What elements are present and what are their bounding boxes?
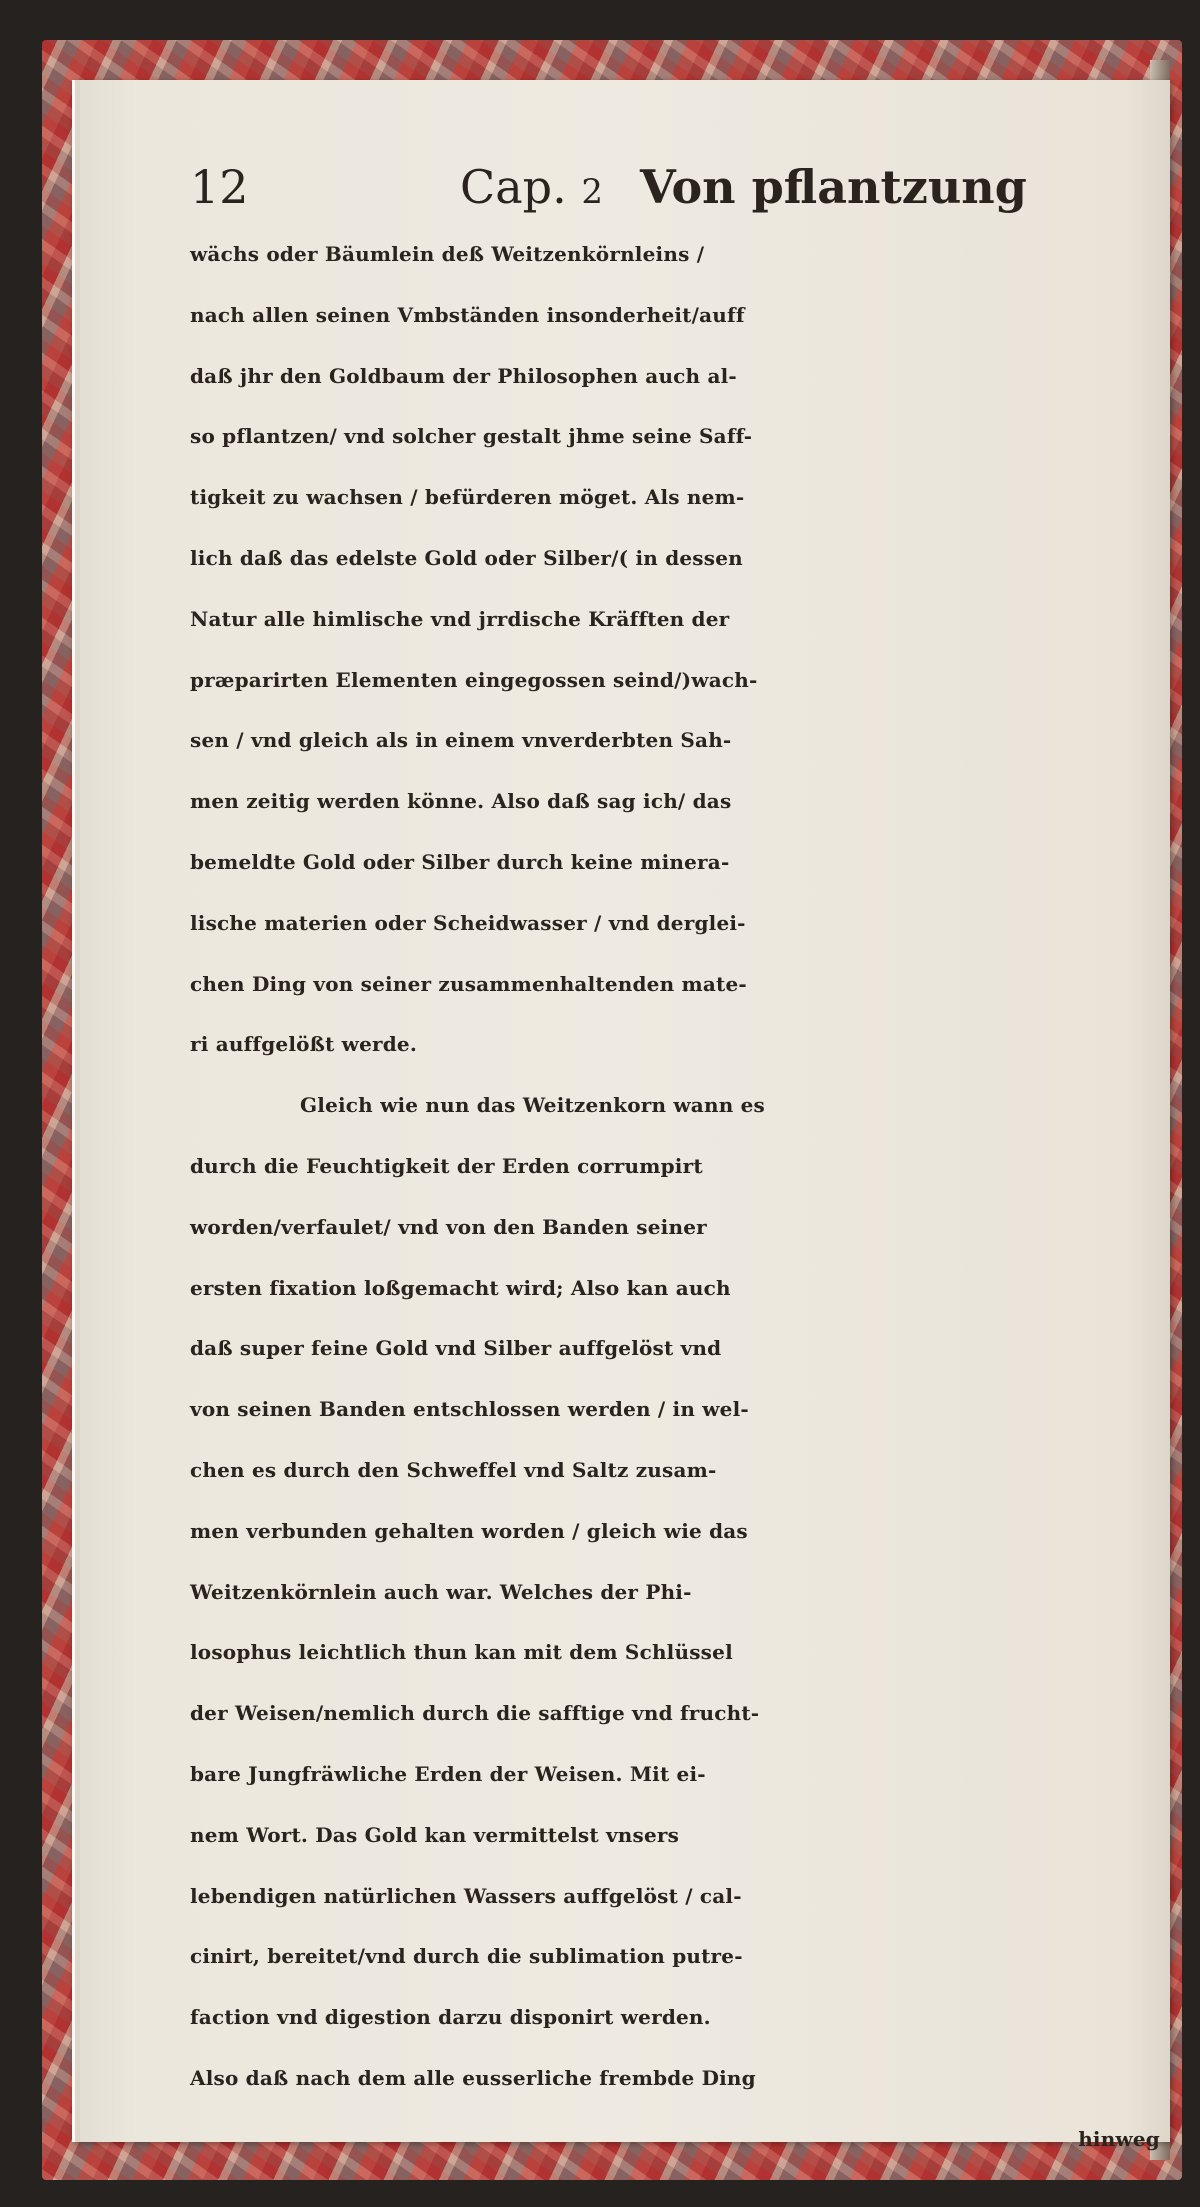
running-title: Von pflantzung (640, 160, 1027, 214)
text-line: bemeldte Gold oder Silber durch keine minera- (190, 849, 730, 874)
text-line: bare Jungfräwliche Erden der Weisen. Mit ei- (190, 1761, 706, 1786)
page-number: 12 (190, 160, 249, 214)
text-line: præparirten Elementen eingegossen seind/)wach- (190, 667, 758, 692)
text-line: wächs oder Bäumlein deß Weitzenkörnleins / (190, 242, 705, 266)
text-line: ri auffgelößt werde. (190, 1032, 417, 1057)
text-line: sen / vnd gleich als in einem vnverderbten Sah- (190, 728, 732, 753)
text-line: daß super feine Gold vnd Silber auffgelöst vnd (190, 1336, 722, 1361)
chapter-number: 2 (581, 172, 603, 212)
text-line: der Weisen/nemlich durch die safftige vnd frucht- (190, 1701, 760, 1726)
text-line: von seinen Banden entschlossen werden / in wel- (190, 1397, 749, 1422)
text-line: tigkeit zu wachsen / befürderen möget. Als nem- (190, 485, 745, 510)
text-line: men verbunden gehalten worden / gleich wie das (190, 1518, 748, 1543)
text-line: chen Ding von seiner zusammenhaltenden mate- (190, 971, 747, 996)
text-line: ersten fixation loßgemacht wird; Also kan auch (190, 1275, 731, 1300)
text-line: men zeitig werden könne. Also daß sag ich/ das (190, 789, 732, 814)
text-line: nem Wort. Das Gold kan vermittelst vnsers (190, 1822, 680, 1847)
text-line: so pflantzen/ vnd solcher gestalt jhme seine Saff- (190, 424, 753, 449)
text-line: nach allen seinen Vmbständen insonderheit/auff (190, 302, 745, 327)
text-line: Weitzenkörnlein auch war. Welches der Phi- (190, 1579, 692, 1604)
text-line: durch die Feuchtigkeit der Erden corrumpirt (190, 1153, 703, 1178)
chapter-label (460, 150, 603, 229)
text-block (190, 150, 1170, 2170)
text-line: lich daß das edelste Gold oder Silber/( in dessen (190, 545, 743, 570)
text-line: lebendigen natürlichen Wassers auffgelöst / cal- (190, 1883, 742, 1908)
running-header (190, 150, 1170, 224)
text-line: daß jhr den Goldbaum der Philosophen auch al- (190, 363, 737, 388)
text-line: chen es durch den Schweffel vnd Saltz zusam- (190, 1457, 717, 1482)
paragraph-first-line: Gleich wie nun das Weitzenkorn wann es (300, 1093, 765, 1118)
text-line: faction vnd digestion darzu disponirt werden. (190, 2005, 711, 2030)
text-line: lische materien oder Scheidwasser / vnd derglei- (190, 910, 746, 935)
text-line: Also daß nach dem alle eusserliche frembde Ding (190, 2065, 756, 2090)
text-line: Natur alle himlische vnd jrrdische Kräfften der (190, 606, 730, 631)
catchword: hinweg (1078, 2126, 1160, 2151)
text-line: worden/verfaulet/ vnd von den Banden seiner (190, 1214, 707, 1239)
text-line: cinirt, bereitet/vnd durch die sublimation putre- (190, 1944, 743, 1969)
chapter-word: Cap. (460, 160, 567, 214)
text-line: losophus leichtlich thun kan mit dem Schlüssel (190, 1640, 733, 1665)
